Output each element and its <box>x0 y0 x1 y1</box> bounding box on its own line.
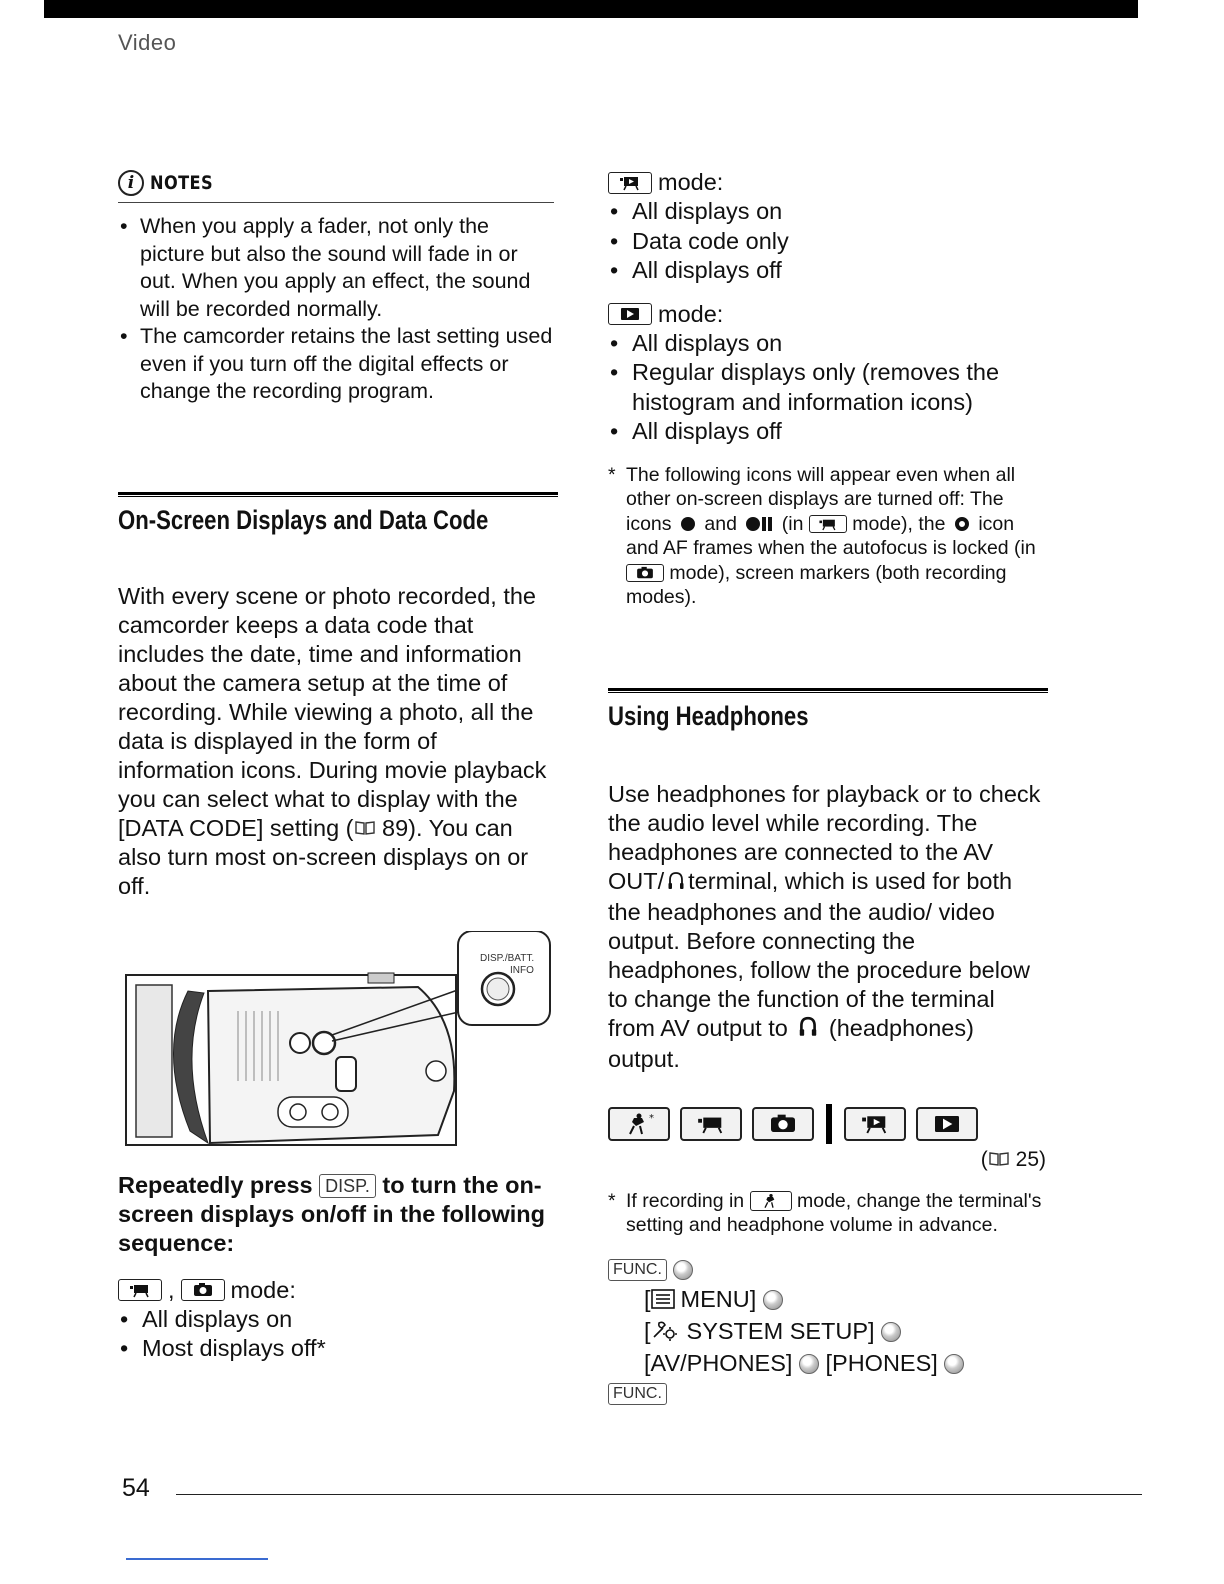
headphones-icon <box>798 1016 818 1045</box>
footnote-star: * <box>608 1189 616 1212</box>
footnote-text: mode, change the terminal's setting and headphone volume in advance. <box>626 1189 1042 1236</box>
page-reference: 89). <box>382 814 423 841</box>
photo-play-list <box>608 329 1048 447</box>
top-bar <box>44 0 1138 18</box>
paragraph-text: terminal, which is used for both the headphones and the audio/ video output. Before connecting the headphones, follow the procedure below to change the function of the terminal from AV output to <box>608 867 1030 1041</box>
osd-section-heading <box>118 492 558 536</box>
disp-key: DISP. <box>319 1174 376 1198</box>
osd-footnote <box>608 463 1048 610</box>
paragraph-text: (headphones) output. <box>608 1014 974 1072</box>
mode-label: mode: <box>658 169 724 195</box>
photo-rec-icon <box>181 1279 225 1301</box>
list-item: • When you apply a fader, not only the picture but also the sound will fade in or out. When you apply an effect, the sound will be recorded normally. <box>118 213 554 323</box>
menu-label: [AV/PHONES] <box>644 1349 793 1376</box>
movie-rec-icon <box>118 1279 162 1301</box>
list-item: • All displays on <box>608 329 1048 359</box>
mode-label: mode: <box>230 1276 296 1303</box>
next-arrow-icon <box>881 1322 901 1342</box>
next-arrow-icon <box>673 1260 693 1280</box>
headphones-icon <box>668 869 684 898</box>
section-rule <box>608 688 1048 693</box>
menu-path <box>608 1254 1048 1408</box>
section-title: Using Headphones <box>608 700 809 731</box>
notes-list <box>118 213 558 406</box>
movie-rec-icon <box>680 1107 742 1141</box>
easy-auto-icon <box>608 1107 670 1141</box>
rec-mode-list <box>118 1305 558 1364</box>
photo-play-icon <box>608 303 652 325</box>
photo-play-icon <box>916 1107 978 1141</box>
menu-step <box>608 1316 1048 1348</box>
paragraph-text: With every scene or photo recorded, the camcorder keeps a data code that includes the date, time and information about the camera setup at the time of recording. While viewing a photo, all the data is displayed in the form of information icons. During movie playback you can select what to display with the [DATA CODE] setting ( <box>118 582 547 841</box>
instruction-text: to turn the on-screen displays on/off in the following sequence: <box>118 1171 545 1256</box>
movie-rec-icon <box>809 515 847 533</box>
menu-bracket: [ <box>644 1317 651 1344</box>
movie-play-mode-line <box>608 168 1048 197</box>
list-item: • Data code only <box>608 227 1048 257</box>
footnote-text: If recording in <box>626 1189 745 1212</box>
list-item: • The camcorder retains the last setting used even if you turn off the digital effects or change the recording program. <box>118 323 554 406</box>
section-rule <box>118 492 558 497</box>
footnote-text: The following icons will appear even when all other on-screen displays are turned off: <box>626 463 1016 510</box>
func-key: FUNC. <box>608 1383 667 1405</box>
shooting-ring-icon <box>955 517 969 531</box>
footer-rule <box>176 1494 1142 1495</box>
book-icon <box>354 814 376 843</box>
page-reference: 25) <box>1015 1147 1046 1171</box>
photo-rec-icon <box>752 1107 814 1141</box>
bottom-accent-line <box>126 1558 268 1560</box>
camcorder-drawing <box>118 931 558 1155</box>
menu-step <box>608 1378 1048 1408</box>
running-head: Video <box>118 30 177 55</box>
photo-rec-icon <box>626 564 664 582</box>
record-pause-icon <box>746 517 772 531</box>
footnote-star: * <box>608 463 616 486</box>
list-item: • All displays off <box>608 417 1048 447</box>
list-item: • All displays on <box>118 1305 558 1335</box>
book-icon <box>988 1149 1010 1173</box>
record-dot-icon <box>681 517 695 531</box>
list-item: • All displays on <box>608 197 1048 227</box>
footnote-text: and <box>704 512 737 535</box>
info-icon: i <box>118 170 144 196</box>
left-column <box>118 170 558 1364</box>
footnote-text: mode), screen markers (both recording modes). <box>626 561 1007 608</box>
section-title: On-Screen Displays and Data Code <box>118 504 489 535</box>
rec-mode-line <box>118 1276 558 1305</box>
instruction-text: Repeatedly press <box>118 1171 313 1198</box>
right-column <box>608 168 1048 1408</box>
footnote-text: mode), the <box>852 512 946 535</box>
next-arrow-icon <box>944 1354 964 1374</box>
system-setup-icon <box>651 1318 677 1348</box>
menu-step <box>608 1254 1048 1284</box>
menu-step <box>608 1348 1048 1378</box>
movie-play-icon <box>844 1107 906 1141</box>
footnote-text: (in <box>781 512 804 535</box>
menu-label: MENU] <box>680 1285 757 1312</box>
notes-title: NOTES <box>150 172 214 194</box>
list-item: • Regular displays only (removes the histogram and information icons) <box>608 358 1048 417</box>
next-arrow-icon <box>763 1290 783 1310</box>
easy-auto-icon <box>750 1191 792 1211</box>
instruction <box>118 1171 558 1258</box>
mode-label: mode: <box>658 300 724 327</box>
footnote-text: The icons <box>626 488 1004 535</box>
movie-play-icon <box>608 172 652 194</box>
photo-play-mode-line <box>608 300 1048 329</box>
headphones-section-heading <box>608 688 1048 732</box>
list-item: • All displays off <box>608 256 1048 286</box>
menu-icon <box>651 1286 675 1316</box>
separator: , <box>168 1276 175 1303</box>
footnote-text: icon and AF frames when the autofocus is locked (in <box>626 512 1036 559</box>
next-arrow-icon <box>799 1354 819 1374</box>
paragraph-text: Use headphones for playback or to check the audio level while recording. The headphones are connected to the AV OUT/ <box>608 780 1041 894</box>
menu-label: SYSTEM SETUP] <box>686 1317 875 1344</box>
svg-text:*: * <box>649 1112 654 1124</box>
func-key: FUNC. <box>608 1259 667 1281</box>
ref-open: ( <box>980 1147 988 1171</box>
list-item: • Most displays off* <box>118 1334 558 1364</box>
menu-label: [PHONES] <box>825 1349 938 1376</box>
notes-header <box>118 170 554 203</box>
button-label: DISP./BATT. <box>480 952 535 964</box>
menu-step <box>608 1284 1048 1316</box>
mode-separator <box>826 1104 832 1144</box>
menu-bracket: [ <box>644 1285 651 1312</box>
button-label: INFO <box>510 964 534 976</box>
headphones-paragraph <box>608 780 1048 1074</box>
paragraph-text: You can also turn most on-screen displays on or off. <box>118 814 529 899</box>
mode-page-ref <box>608 1148 1048 1173</box>
page-number: 54 <box>122 1474 150 1502</box>
osd-paragraph <box>118 582 558 901</box>
operating-modes <box>608 1104 1048 1144</box>
camcorder-illustration <box>118 931 558 1155</box>
movie-play-list <box>608 197 1048 286</box>
headphones-footnote <box>608 1189 1048 1238</box>
